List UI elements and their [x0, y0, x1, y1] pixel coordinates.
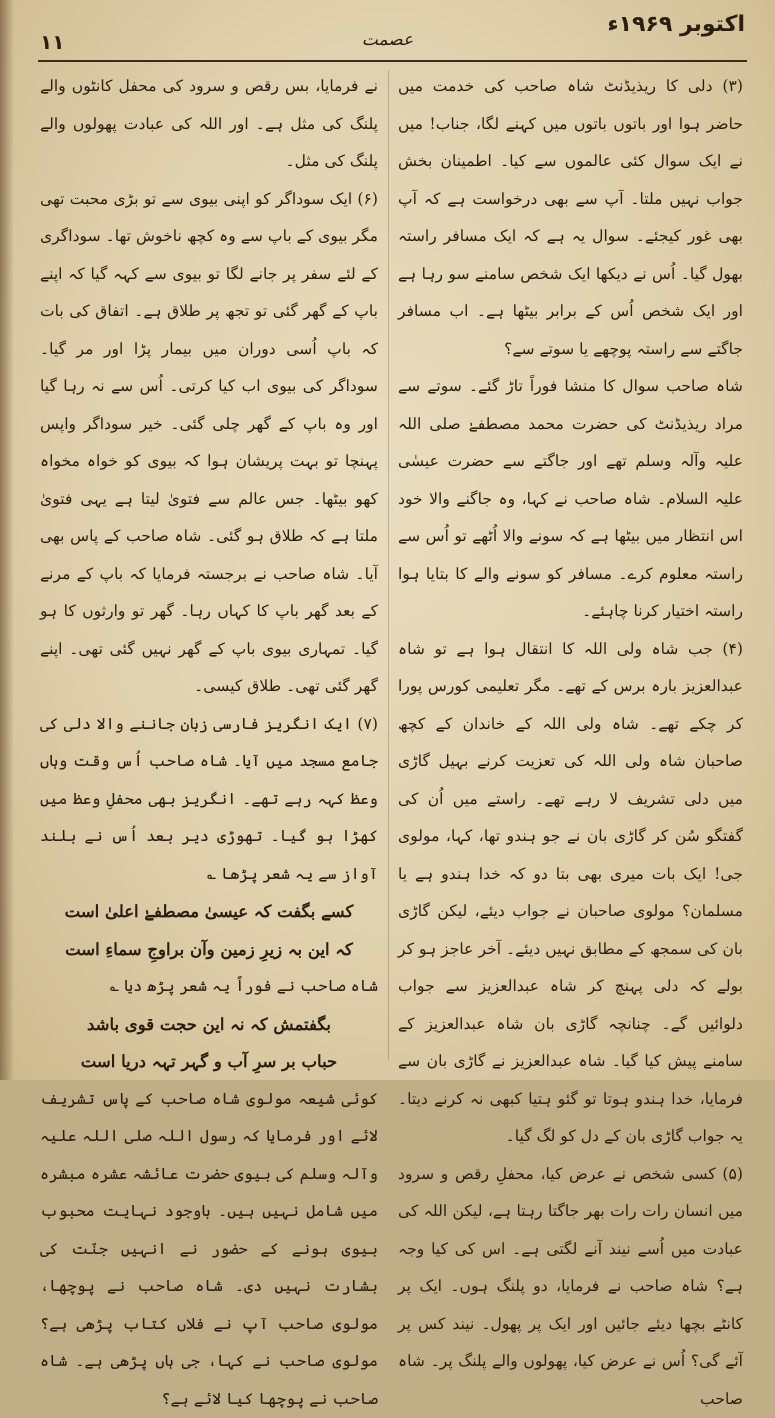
page-edge-shadow: [0, 0, 14, 1080]
running-title: عصمت: [0, 30, 775, 50]
right-column: [398, 68, 743, 1068]
verse-line: کہ این بہ زیرِ زمین وآن براوجِ سماءِ است: [40, 931, 378, 969]
paragraph-6: (۶) ایک سوداگر کو اپنی بیوی سے تو بڑی محبت تھی مگر بیوی کے باپ سے وہ کچھ ناخوش تھا۔ سوداگری کے لئے سفر پر جانے لگا تو بیوی سے کہہ گیا کہ اپنے باپ کے گھر گئی تو تجھ پر طلاق ہے۔ اتفاق کی بات کہ باپ اُسی دوران میں بیمار پڑا اور مر گیا۔ سوداگر کی بیوی اب کیا کرتی۔ اُس سے نہ رہا گیا اور وہ باپ کے گھر چلی گئی۔ خیر سوداگر واپس پہنچا تو بہت پریشان ہوا کہ بیوی کو خواہ مخواہ کھو بیٹھا۔ جس عالم سے فتویٰ لیتا ہے یہی فتویٰ ملتا ہے کہ طلاق ہو گئی۔ شاہ صاحب کے پاس بھی آیا۔ شاہ صاحب نے برجستہ فرمایا کہ باپ کے مرنے کے بعد گھر باپ کا کہاں رہا۔ گھر تو وارثوں کا ہو گیا۔ تمہاری بیوی باپ کے گھر نہیں گئی تھی۔ اپنے گھر گئی تھی۔ طلاق کیسی۔: [40, 181, 378, 706]
verse-line: کسے بگفت کہ عیسیٰ مصطفےٰ اعلیٰ است: [40, 893, 378, 931]
issue-date: اکتوبر ۱۹۶۹ء: [607, 12, 745, 37]
paragraph-5: (۵) کسی شخص نے عرض کیا، محفلِ رقص و سرود میں انسان رات رات بھر جاگتا رہتا ہے، لیکن اللہ کی عبادت میں اُسے نیند آنے لگتی ہے۔ اس کی کیا وجہ ہے؟ شاہ صاحب نے فرمایا، دو پلنگ ہوں۔ ایک پر کانٹے بچھا دیئے جائیں اور ایک پر پھول۔ نیند کس پر آئے گی؟ اُس نے عرض کیا، پھولوں والے پلنگ پر۔ شاہ صاحب: [398, 1156, 743, 1418]
paragraph-7: (۷) ایک انگریز فارسی زبان جاننے والا دلی کی جامع مسجد میں آیا۔ شاہ صاحب اُس وقت وہاں وعظ کہہ رہے تھے۔ انگریز بھی محفلِ وعظ میں کھڑا ہو گیا۔ تھوڑی دیر بعد اُس نے بلند آواز سے یہ شعر پڑھا ؎: [40, 706, 378, 894]
verse-intro: شاہ صاحب نے فوراً یہ شعر پڑھ دیا ؎: [40, 968, 378, 1006]
verse-line: حباب بر سرِ آب و گہر تہہ دریا است: [40, 1043, 378, 1081]
left-column: [40, 68, 378, 1068]
paragraph-8: کوئی شیعہ مولوی شاہ صاحب کے پاس تشریف لائے اور فرمایا کہ رسول اللہ صلی اللہ علیہ وآلہ وسلم کی بیوی حضرت عائشہ عشرہ مبشرہ میں شامل نہیں ہیں۔ باوجود نہایت محبوب بیوی ہونے کے حضور نے انہیں جنّت کی بشارت نہیں دی۔ شاہ صاحب نے پوچھا، مولوی صاحب آپ نے فلاں کتاب پڑھی ہے؟ مولوی صاحب نے کہا، جی ہاں پڑھی ہے۔ شاہ صاحب نے پوچھا کیا لائے ہے؟: [40, 1081, 378, 1418]
paragraph-3-answer: شاہ صاحب سوال کا منشا فوراً تاڑ گئے۔ سوتے سے مراد ریذیڈنٹ کی حضرت محمد مصطفےٰ صلی اللہ علیہ وآلہ وسلم تھے اور جاگتے سے حضرت عیسٰی علیہ السلام۔ شاہ صاحب نے کہا، وہ جاگنے والا خود اس انتظار میں بیٹھا ہے کہ سونے والا اُٹھے تو اُس سے راستہ معلوم کرے۔ مسافر کو سونے والے کا بتایا ہوا راستہ اختیار کرنا چاہئے۔: [398, 368, 743, 631]
page-header: [0, 0, 775, 62]
column-divider: [388, 70, 389, 1060]
paragraph-5-continued: نے فرمایا، بس رقص و سرود کی محفل کانٹوں والے پلنگ کی مثل ہے۔ اور اللہ کی عبادت پھولوں والے پلنگ کی مثل۔: [40, 68, 378, 181]
paragraph-3: (۳) دلی کا ریذیڈنٹ شاہ صاحب کی خدمت میں حاضر ہوا اور باتوں باتوں میں کہنے لگا، جناب! میں نے ایک سوال کئی عالموں سے کیا۔ اطمینان بخش جواب نہیں ملتا۔ آپ سے بھی درخواست ہے کہ آپ بھی غور کیجئے۔ سوال یہ ہے کہ ایک مسافر راستہ بھول گیا۔ اُس نے دیکھا ایک شخص سامنے سو رہا ہے اور ایک شخص اُس کے برابر بیٹھا ہے۔ اب مسافر جاگتے سے راستہ پوچھے یا سوتے سے؟: [398, 68, 743, 368]
header-rule: [38, 60, 747, 62]
page-number: ۱۱: [40, 30, 64, 54]
paragraph-4: (۴) جب شاہ ولی اللہ کا انتقال ہوا ہے تو شاہ عبدالعزیز بارہ برس کے تھے۔ مگر تعلیمی کورس پورا کر چکے تھے۔ شاہ ولی اللہ کے خاندان کے کچھ صاحبان شاہ ولی اللہ کی تعزیت کرنے بہیل گاڑی میں دلی تشریف لا رہے تھے۔ راستے میں اُن کی گفتگو سُن کر گاڑی بان نے جو ہندو تھا، کہا، مولوی جی! ایک بات میری بھی بتا دو کہ خدا ہندو ہے یا مسلمان؟ مولوی صاحبان نے جواب دیئے، لیکن گاڑی بان کی سمجھ کے مطابق نہیں دیئے۔ آخر عاجز ہو کر بولے کہ دلی پہنچ کر شاہ عبدالعزیز سے جواب دلوائیں گے۔ چنانچہ گاڑی بان شاہ عبدالعزیز کے سامنے پیش کیا گیا۔ شاہ عبدالعزیز نے گاڑی بان سے فرمایا، خدا ہندو ہوتا تو گئو ہتیا کبھی نہ کرنے دیتا۔ یہ جواب گاڑی بان کے دل کو لگ گیا۔: [398, 631, 743, 1156]
verse-line: بگفتمش کہ نہ این حجت قوی باشد: [40, 1006, 378, 1044]
